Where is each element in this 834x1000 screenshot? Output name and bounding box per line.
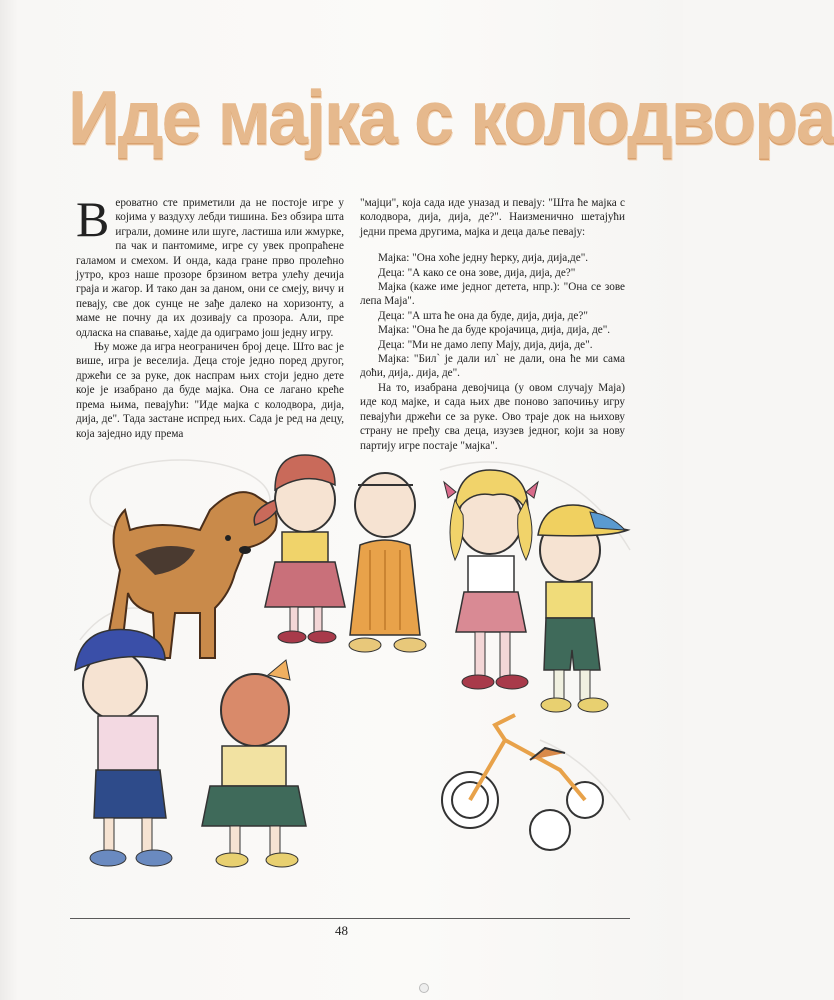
intro-paragraph <box>76 191 344 340</box>
intro-text: ероватно сте приметили да не постоје игре у којима у ваздуху лебди тишина. Без обзира шта играли, домине или шуге, ластиша или жмурке, па чак и пантомиме, игре су увек пропраћене галамом и смехом. И онда, када гране прво пролећно јутро, кроз наше прозоре брзином ветра улећу дечија граја и жагор. И тако дан за даном, они се смеју, вичу и певају, све док сунце не зађе далеко на хоризонту, а маме не почну да их дозивају са прозора. Али, пре одласка на спавање, хајде да одиграмо још једну игру. <box>76 197 344 339</box>
drop-cap: В <box>76 191 110 247</box>
dialogue-line: Деца: "А шта ће она да буде, дија, дија, де?" <box>378 309 588 322</box>
boy-blue-cap <box>75 630 172 867</box>
girl-blonde <box>444 470 538 689</box>
dialogue-line: Мајка: "Она ће да буде кројачица, дија, дија, де". <box>378 324 611 337</box>
page-title: Иде мајка с колодвора <box>68 76 834 160</box>
girl-red-bow <box>254 455 345 643</box>
tricycle <box>442 715 603 850</box>
dialogue-line: Мајка: "Она хоће једну ћерку, дија, дија,де". <box>378 252 589 265</box>
boy-overalls <box>349 473 426 652</box>
continuation-paragraph: "мајци", која сада иде уназад и певају: "Шта ће мајка с колодвора, дија, дија, де?". Наизменично шетајући једни према другима, мајка и деца даље певају: <box>360 197 625 238</box>
rules-paragraph: Њу може да игра неограничен број деце. Што вас је више, игра је веселија. Деца стоје једно поред другог, држећи се за руке, док наспрам њих стоји једно дете које је изабрано да буде мајка. Она се лагано креће према њима, певајући: "Иде мајка с колодвора, дија, дија, де". Тада застане испред њих. Сада је ред на децу, која заједно иду према <box>76 341 344 440</box>
spacer <box>360 239 625 251</box>
dialogue-line: Деца: "Ми не дамо лепу Мају, дија, дија, де". <box>378 338 593 351</box>
right-column <box>360 196 625 453</box>
children-illustration <box>60 440 650 910</box>
binding-hole <box>419 983 429 993</box>
boy-cap <box>538 505 628 712</box>
footer-rule <box>70 918 630 919</box>
closing-paragraph: На то, изабрана девојчица (у овом случају Маја) иде код мајке, и сада њих две поново започињу игру певајући држећи се за руке. Ово траје док на њихову страну не пређу сва деца, изузев једног, који за нову партију игре постаје "мајка". <box>360 381 625 452</box>
dialogue-line: Мајка (каже име једног детета, нпр.): "Она се зове лепа Маја". <box>360 281 625 308</box>
dialogue-line: Деца: "А како се она зове, дија, дија, де?" <box>378 266 576 279</box>
page-number: 48 <box>335 923 348 938</box>
girl-green-skirt <box>202 660 306 867</box>
dialogue-line: Мајка: "Бил` је дали ил` не дали, она ће ми сама доћи, дија,. дија, де". <box>360 353 625 380</box>
left-column <box>76 191 344 441</box>
